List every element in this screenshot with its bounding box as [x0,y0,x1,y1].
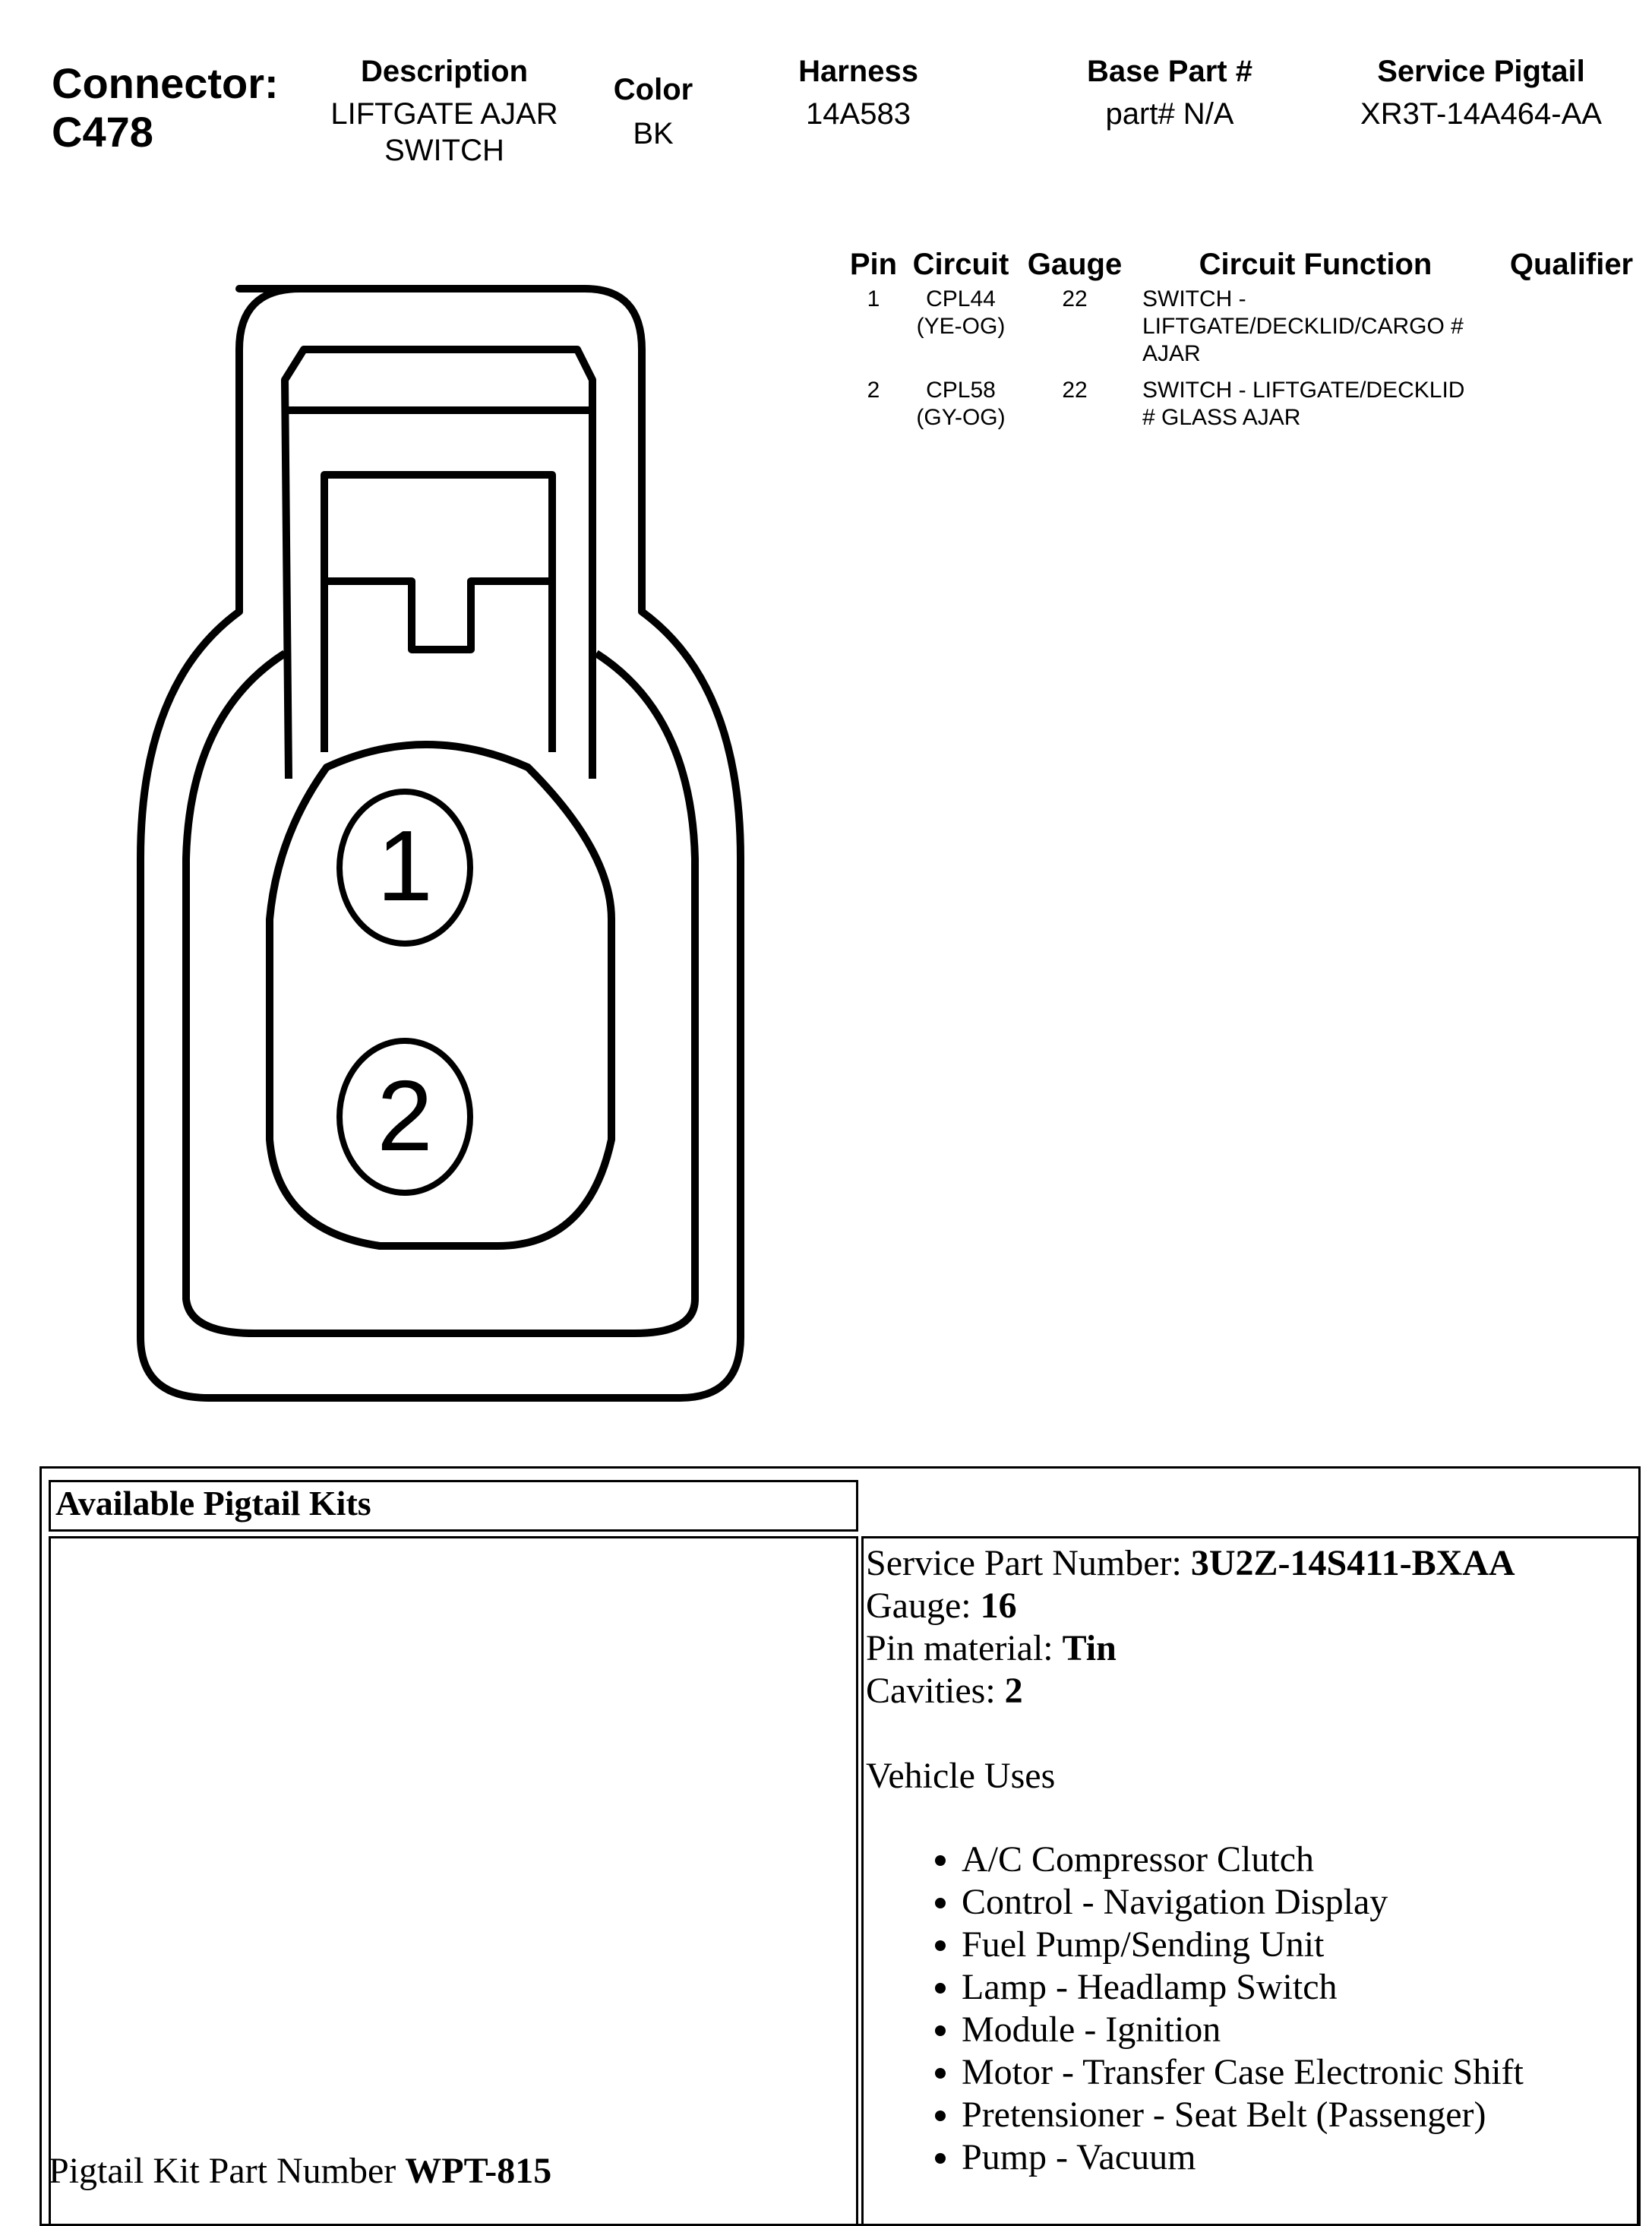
circuit-function-header: Circuit Function [1199,248,1432,281]
kit-part-number [49,2149,551,2194]
function-cell [1132,286,1499,368]
base-part-column [1063,53,1276,132]
kits-heading: Available Pigtail Kits [55,1484,371,1522]
pin-number: 1 [867,286,880,311]
list-item: • Pump - Vacuum [962,2136,1524,2179]
pin-2-label: 2 [377,1060,433,1171]
color-value: BK [633,117,674,150]
pin-material-label: Pin material: [866,1628,1063,1668]
connector-id: C478 [52,108,153,156]
harness-value: 14A583 [806,97,911,131]
qualifier-cell [1499,368,1644,432]
list-item: • Control - Navigation Display [962,1881,1524,1924]
service-pigtail-value: XR3T-14A464-AA [1360,97,1602,131]
circuit-cell [904,286,1018,368]
kit-image-cell [49,1536,858,2226]
qualifier-cell [1499,286,1644,368]
list-item: • A/C Compressor Clutch [962,1839,1524,1881]
function-line: SWITCH - [1142,286,1246,311]
vehicle-uses-label: Vehicle Uses [866,1756,1056,1796]
pin-1-label: 1 [377,810,433,922]
kit-gauge [866,1585,1017,1627]
table-row [843,368,1644,432]
latch-key [324,581,552,650]
list-item: • Module - Ignition [962,2009,1524,2051]
function-line: SWITCH - LIFTGATE/DECKLID [1142,378,1465,403]
color-column [592,71,714,152]
description-label: Description [360,55,529,88]
description-column [300,53,589,169]
service-part-label: Service Part Number: [866,1543,1191,1583]
connector-face-diagram [133,274,756,1413]
service-pigtail-label: Service Pigtail [1377,55,1585,88]
pin-material-value: Tin [1062,1628,1117,1668]
connector-label: Connector: [52,59,279,107]
service-pigtail-column [1337,53,1625,132]
pin-number: 2 [867,378,880,403]
connector-title [52,59,279,157]
gauge-cell: 22 [1062,286,1088,311]
circuit-color: (GY-OG) [916,405,1006,430]
connector-outer-shell [141,289,741,1398]
gauge-cell: 22 [1062,378,1088,403]
description-line-1: LIFTGATE AJAR [330,97,558,131]
harness-column [767,53,949,132]
color-label: Color [613,73,693,106]
cavities-value: 2 [1004,1671,1023,1711]
pin-material [866,1627,1117,1670]
vehicle-uses-list [893,1839,1524,2179]
circuit-header: Circuit [912,248,1009,281]
cavities [866,1670,1023,1712]
list-item: • Pretensioner - Seat Belt (Passenger) [962,2094,1524,2136]
kit-gauge-label: Gauge: [866,1586,981,1626]
pin-table-header [843,243,1644,286]
function-cell [1132,368,1499,432]
gauge-header: Gauge [1027,248,1123,281]
harness-label: Harness [798,55,918,88]
connector-inner-shell [186,653,695,1333]
function-line: AJAR [1142,341,1201,366]
latch-inner [324,475,552,752]
circuit-id: CPL44 [926,286,996,311]
cavities-label: Cavities: [866,1671,1005,1711]
function-line: # GLASS AJAR [1142,405,1301,430]
list-item: • Lamp - Headlamp Switch [962,1966,1524,2009]
kit-part-label: Pigtail Kit Part Number [49,2151,406,2191]
list-item: • Motor - Transfer Case Electronic Shift [962,2051,1524,2094]
description-line-2: SWITCH [384,134,504,167]
table-row [843,286,1644,368]
base-part-value: part# N/A [1105,97,1234,131]
base-part-label: Base Part # [1087,55,1252,88]
circuit-color: (YE-OG) [916,314,1006,339]
function-line: LIFTGATE/DECKLID/CARGO # [1142,314,1464,339]
kit-part-value: WPT-815 [405,2151,552,2191]
kits-heading-cell [49,1480,858,1532]
kit-gauge-value: 16 [980,1586,1017,1626]
qualifier-header: Qualifier [1509,248,1634,281]
circuit-cell [904,368,1018,432]
pin-cavity-insert [270,745,611,1246]
list-item: • Fuel Pump/Sending Unit [962,1924,1524,1966]
service-part-number [866,1542,1515,1585]
pin-header: Pin [849,248,898,281]
service-part-value: 3U2Z-14S411-BXAA [1190,1543,1515,1583]
pin-table [843,243,1644,432]
circuit-id: CPL58 [926,378,996,403]
